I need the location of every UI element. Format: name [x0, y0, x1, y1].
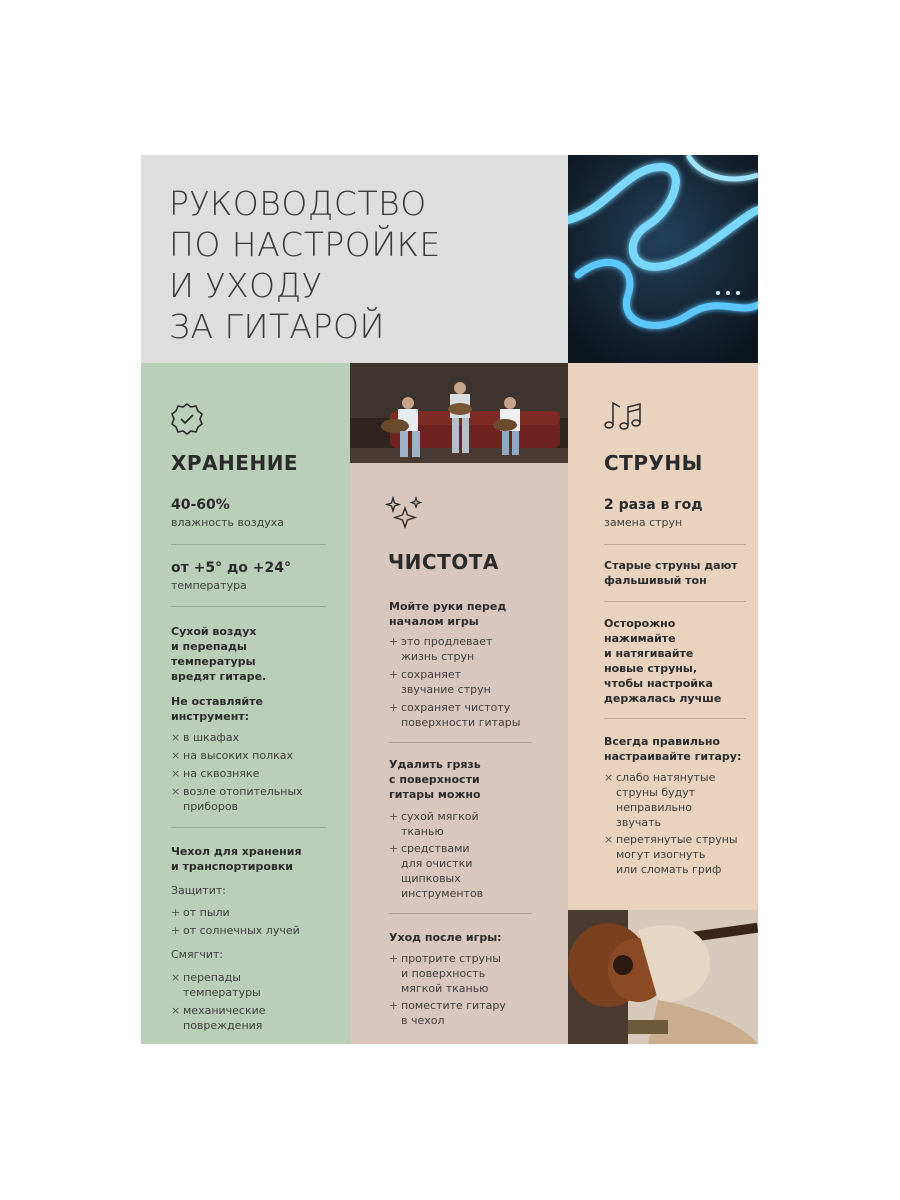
- list-item-text: протрите струны: [401, 952, 501, 965]
- tune-heading: [604, 734, 741, 764]
- list-item-text: поверхности гитары: [401, 716, 521, 729]
- list-item-text: тканью: [401, 825, 444, 838]
- list-item-text: в шкафах: [183, 731, 240, 744]
- list-item: [389, 634, 492, 664]
- text-line: новые струны,: [604, 662, 698, 675]
- list-item-text: поместите гитару: [401, 999, 506, 1012]
- list-item-text: щипковых: [401, 872, 461, 885]
- list-item-text: сохраняет чистоту: [401, 701, 511, 714]
- title-line: И УХОДУ: [169, 266, 323, 305]
- sparkles-icon: [385, 496, 425, 536]
- plus-marker: +: [389, 668, 399, 681]
- list-item-text: или сломать гриф: [616, 863, 722, 876]
- list-item-text: на сквозняке: [183, 767, 260, 780]
- list-item-text: сохраняет: [401, 668, 461, 681]
- list-item-text: от солнечных лучей: [183, 924, 300, 937]
- dirt-heading: [389, 757, 481, 802]
- list-item: [171, 970, 261, 1000]
- list-item-text: средствами: [401, 842, 470, 855]
- text-line: держалась лучше: [604, 692, 722, 705]
- old-strings-note: [604, 558, 738, 588]
- cleanliness-title: ЧИСТОТА: [388, 550, 499, 574]
- list-item-text: могут изогнуть: [616, 848, 706, 861]
- text-line: инструмент:: [171, 710, 250, 723]
- wash-heading: [389, 599, 506, 629]
- divider: [604, 718, 746, 719]
- list-item: [389, 809, 479, 839]
- text-line: и транспортировки: [171, 860, 294, 873]
- list-item: [171, 730, 239, 745]
- plus-marker: +: [389, 999, 399, 1012]
- text-line: нажимайте: [604, 632, 676, 645]
- text-line: Удалить грязь: [389, 758, 481, 771]
- humidity-label: влажность воздуха: [171, 516, 284, 529]
- text-line: Мойте руки перед: [389, 600, 507, 613]
- list-item: [389, 951, 501, 996]
- plus-marker: +: [171, 924, 181, 937]
- divider: [171, 606, 326, 607]
- list-item-text: приборов: [183, 800, 239, 813]
- title-line: ЗА ГИТАРОЙ: [169, 307, 385, 346]
- list-item: [171, 1003, 266, 1033]
- cross-marker: ×: [171, 749, 181, 762]
- text-line: Не оставляйте: [171, 695, 263, 708]
- text-line: началом игры: [389, 615, 479, 628]
- plus-marker: +: [389, 952, 399, 965]
- text-line: Чехол для хранения: [171, 845, 302, 858]
- list-item: [389, 998, 506, 1028]
- list-item-text: жизнь струн: [401, 650, 475, 663]
- divider: [604, 601, 746, 602]
- storage-title: ХРАНЕНИЕ: [171, 451, 299, 475]
- band-photo: [350, 363, 568, 463]
- poster-title: [169, 183, 441, 347]
- temperature-label: температура: [171, 579, 247, 592]
- cross-marker: ×: [171, 731, 181, 744]
- do-not-leave-heading: [171, 694, 263, 724]
- list-item: [389, 667, 491, 697]
- plus-marker: +: [389, 701, 399, 714]
- list-item: [171, 748, 293, 763]
- divider: [171, 544, 326, 545]
- case-heading: [171, 844, 302, 874]
- list-item-text: для очистки: [401, 857, 473, 870]
- list-item-text: звучание струн: [401, 683, 491, 696]
- plus-marker: +: [389, 810, 399, 823]
- poster-header: [141, 155, 568, 363]
- list-item: [389, 841, 483, 901]
- divider: [604, 544, 746, 545]
- plus-marker: +: [389, 842, 399, 855]
- text-line: температуры: [171, 655, 256, 668]
- text-line: и перепады: [171, 640, 247, 653]
- cross-marker: ×: [604, 833, 614, 846]
- list-item-text: и поверхность: [401, 967, 486, 980]
- string-change-label: замена струн: [604, 516, 683, 529]
- text-line: вредят гитаре.: [171, 670, 267, 683]
- protects-label: Защитит:: [171, 884, 226, 897]
- list-item-text: от пыли: [183, 906, 230, 919]
- softens-label: Смягчит:: [171, 948, 224, 961]
- list-item-text: струны будут: [616, 786, 696, 799]
- badge-check-icon: [169, 401, 205, 437]
- text-line: Сухой воздух: [171, 625, 257, 638]
- after-play-heading: Уход после игры:: [389, 931, 502, 944]
- list-item-text: звучать: [616, 816, 661, 829]
- list-item-text: перепады: [183, 971, 241, 984]
- list-item: [171, 905, 230, 920]
- divider: [389, 913, 532, 914]
- cross-marker: ×: [604, 771, 614, 784]
- plus-marker: +: [389, 635, 399, 648]
- list-item-text: в чехол: [401, 1014, 445, 1027]
- list-item-text: это продлевает: [401, 635, 493, 648]
- string-change-frequency: 2 раза в год: [604, 497, 703, 513]
- list-item-text: слабо натянутые: [616, 771, 716, 784]
- text-line: с поверхности: [389, 773, 480, 786]
- list-item-text: неправильно: [616, 801, 692, 814]
- cross-marker: ×: [171, 767, 181, 780]
- list-item: [171, 923, 300, 938]
- text-line: Осторожно: [604, 617, 676, 630]
- divider: [171, 827, 326, 828]
- cross-marker: ×: [171, 1004, 181, 1017]
- list-item: [604, 832, 738, 877]
- cross-marker: ×: [171, 785, 181, 798]
- storage-warning: [171, 624, 266, 684]
- list-item-text: сухой мягкой: [401, 810, 479, 823]
- list-item: [171, 784, 303, 814]
- guitar-photo: [568, 910, 758, 1044]
- list-item-text: температуры: [183, 986, 261, 999]
- temperature-value: от +5° до +24°: [171, 560, 291, 576]
- list-item-text: перетянутые струны: [616, 833, 738, 846]
- divider: [389, 742, 532, 743]
- title-line: РУКОВОДСТВО: [169, 184, 427, 223]
- list-item-text: мягкой тканью: [401, 982, 489, 995]
- list-item: [604, 770, 715, 830]
- text-line: чтобы настройка: [604, 677, 713, 690]
- text-line: Старые струны дают: [604, 559, 738, 572]
- music-notes-icon: [602, 397, 642, 433]
- list-item: [389, 700, 520, 730]
- humidity-value: 40-60%: [171, 497, 230, 513]
- strings-title: СТРУНЫ: [604, 451, 703, 475]
- cross-marker: ×: [171, 971, 181, 984]
- text-line: фальшивый тон: [604, 574, 707, 587]
- title-line: ПО НАСТРОЙКЕ: [169, 225, 441, 264]
- neon-photo: [568, 155, 758, 363]
- list-item-text: на высоких полках: [183, 749, 294, 762]
- list-item: [171, 766, 259, 781]
- text-line: гитары можно: [389, 788, 481, 801]
- list-item-text: инструментов: [401, 887, 484, 900]
- guitar-care-poster: [141, 155, 758, 1044]
- text-line: настраивайте гитару:: [604, 750, 742, 763]
- text-line: и натягивайте: [604, 647, 694, 660]
- careful-note: [604, 616, 721, 706]
- list-item-text: повреждения: [183, 1019, 263, 1032]
- list-item-text: возле отопительных: [183, 785, 303, 798]
- list-item-text: механические: [183, 1004, 266, 1017]
- plus-marker: +: [171, 906, 181, 919]
- text-line: Всегда правильно: [604, 735, 720, 748]
